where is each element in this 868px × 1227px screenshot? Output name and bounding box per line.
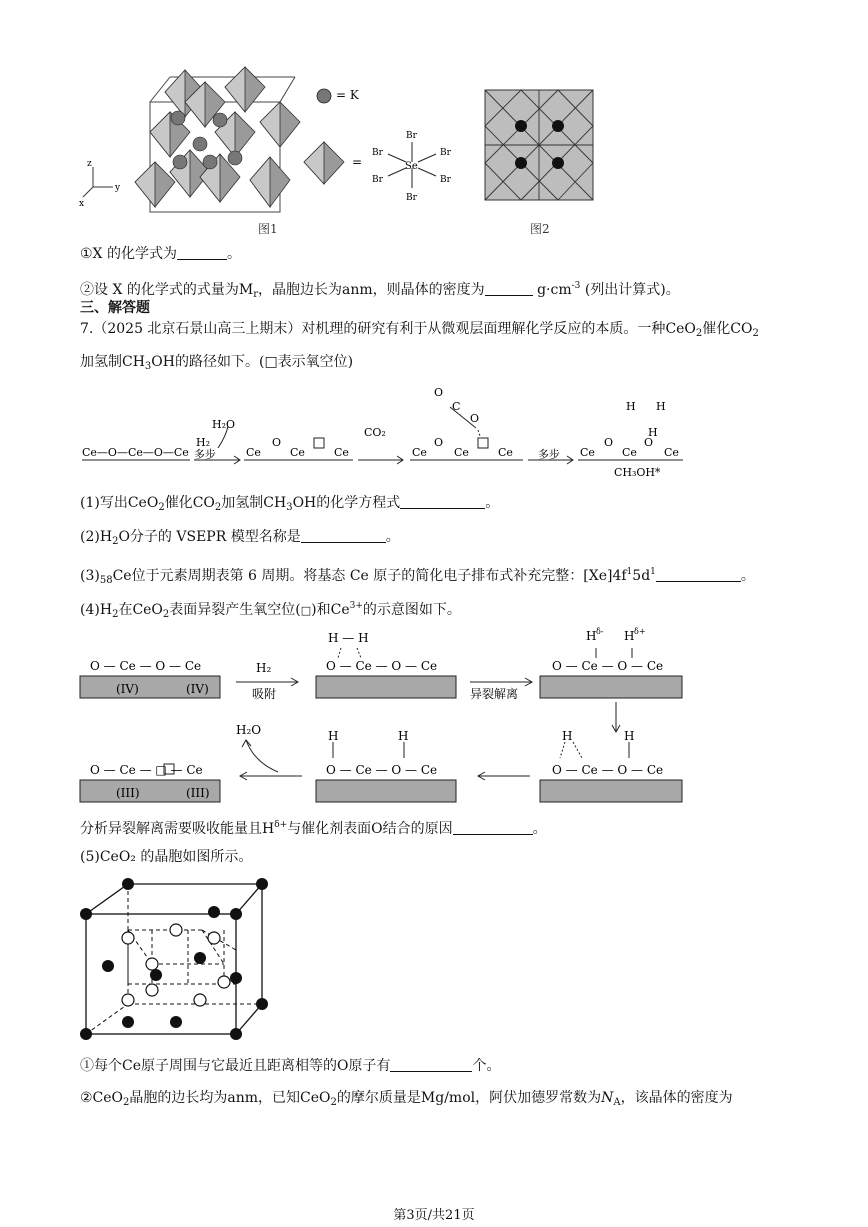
br-label-bottom: Br	[406, 193, 417, 203]
mech-chain-2: O — Ce — O — Ce	[326, 659, 438, 673]
scheme-o-4: O	[644, 436, 654, 449]
scheme-o-3: O	[604, 436, 614, 449]
q7-part-5: (5)CeO₂ 的晶胞如图所示。	[80, 849, 253, 865]
scheme-ce-4: Ce	[412, 446, 427, 459]
q7-part-2: $(2)H_2O$分子的 VSEPR 模型名称是 。	[80, 529, 400, 547]
scheme-h2o-released: H₂O	[212, 418, 236, 431]
scheme-ce-6: Ce	[498, 446, 513, 459]
mech-h-6: H	[562, 729, 573, 743]
br-label-top: Br	[406, 131, 417, 141]
scheme-arrow1-multistep: 多步	[194, 448, 216, 461]
heterolytic-cleavage-mechanism	[76, 622, 692, 808]
scheme-arrow3-multistep: 多步	[538, 448, 560, 461]
axis-x-label: x	[79, 199, 85, 209]
section-3-heading: 三、解答题	[80, 300, 150, 316]
scheme-h-2: H	[656, 400, 666, 413]
axis-z-label: z	[87, 159, 92, 169]
mech-h-4: H	[328, 729, 339, 743]
scheme-ce-5: Ce	[454, 446, 469, 459]
q7-part-3: $(3)_{58}Ce$位于元素周期表第 6 周期。将基态 Ce 原子的简化电子排布式补充完整：$[Xe]4f^15d^1$ 。	[80, 567, 755, 586]
scheme-ce-7: Ce	[580, 446, 595, 459]
scheme-ce-9: Ce	[664, 446, 679, 459]
br-label-ul: Br	[372, 148, 383, 158]
scheme-ce-8: Ce	[622, 446, 637, 459]
q7-part-4: $(4)H_2$在CeO$_2$表面异裂产生氧空位(□)和$Ce^{3+}$的示意图如下。	[80, 601, 461, 620]
sebr6-structure	[366, 128, 462, 204]
ceo2-unit-cell	[78, 874, 278, 1044]
q7-intro-line-1: 7.（2025 北京石景山高三上期末）对机理的研究有利于从微观层面理解化学反应的本质。一种CeO$_2$催化$CO_2$	[80, 321, 759, 339]
mech-h-delta-plus: H	[624, 629, 635, 643]
mech-chain-4: O — Ce — O — Ce	[326, 763, 438, 777]
octahedron-legend	[300, 140, 348, 186]
mech-h2o-product: H₂O	[236, 723, 262, 737]
k-legend-sphere	[314, 86, 334, 106]
figure-1-perovskite	[75, 62, 305, 222]
scheme-o-2: O	[434, 436, 444, 449]
q6-item-2: ②设 X 的化学式的式量为$M_r$，晶胞边长为anm，则晶体的密度为 $g\cdot cm^{-3}$ (列出计算式)。	[80, 281, 680, 300]
scheme-co2-o-top: O	[434, 386, 444, 399]
axis-y-label: y	[115, 183, 121, 193]
figure-2-caption: 图2	[530, 222, 550, 236]
scheme-ce-3: Ce	[334, 446, 349, 459]
br-label-ll: Br	[372, 175, 383, 185]
q7-intro-line-2: 加氢制$CH_3OH$的路径如下。(□表示氧空位)	[80, 354, 354, 372]
q7-part-5-2: ②CeO$_2$晶胞的边长均为anm，已知CeO$_2$的摩尔质量是Mg/mol，阿伏加德罗常数为$N_A$，该晶体的密度为	[80, 1090, 733, 1108]
scheme-h-1: H	[626, 400, 636, 413]
br-label-lr: Br	[440, 175, 451, 185]
br-label-ur: Br	[440, 148, 451, 158]
mech-delta-minus: δ-	[596, 627, 604, 636]
mech-h-delta-minus: H	[586, 629, 597, 643]
mech-h-7: H	[624, 729, 635, 743]
page-footer: 第3页/共21页	[393, 1208, 475, 1223]
scheme-h-3: H	[648, 426, 658, 439]
mech-iii-1: (III)	[116, 786, 140, 800]
scheme-ceo2-surface-1: Ce—O—Ce—O—Ce	[82, 446, 189, 459]
scheme-co2-reagent: CO₂	[364, 426, 386, 439]
mech-h-5: H	[398, 729, 409, 743]
scheme-o-1: O	[272, 436, 282, 449]
q7-part-4-question: 分析异裂解离需要吸收能量且$H^{\delta+}$与催化剂表面O结合的原因 。	[80, 820, 547, 837]
scheme-co2-o-bound: O	[470, 412, 480, 425]
scheme-ce-2: Ce	[290, 446, 305, 459]
mech-adsorb-label: 吸附	[252, 687, 277, 701]
mech-h2-reagent: H₂	[256, 661, 272, 675]
scheme-co2-c: C	[452, 400, 461, 413]
k-legend-label: = K	[336, 88, 359, 102]
mech-iv-2: (IV)	[186, 682, 209, 696]
mech-chain-3: O — Ce — O — Ce	[552, 659, 664, 673]
mech-hh-adsorbed: H — H	[328, 631, 369, 645]
mech-chain-1: O — Ce — O — Ce	[90, 659, 202, 673]
mech-iii-2: (III)	[186, 786, 210, 800]
mech-chain-5: O — Ce — O — Ce	[552, 763, 664, 777]
se-atom-label: Se	[405, 161, 418, 172]
figure-1-caption: 图1	[258, 222, 278, 236]
octahedron-equals: =	[352, 155, 363, 169]
mech-split-label: 异裂解离	[470, 687, 519, 701]
q7-part-1: (1)写出CeO$_2$催化$CO_2$加氢制$CH_3OH$的化学方程式 。	[80, 495, 500, 513]
q6-item-1: ①X 的化学式为 。	[80, 246, 241, 262]
q7-part-5-1: ①每个Ce原子周围与它最近且距离相等的O原子有 个。	[80, 1058, 501, 1074]
mech-iv-1: (IV)	[116, 682, 139, 696]
co2-hydrogenation-scheme	[78, 380, 698, 480]
figure-2-projection	[483, 88, 595, 202]
mech-delta-plus: δ+	[634, 627, 646, 636]
scheme-product-ch3oh: CH₃OH*	[614, 466, 661, 479]
scheme-h2-reagent: H₂	[196, 436, 211, 449]
scheme-ce-1: Ce	[246, 446, 261, 459]
mech-chain-vacancy: O — Ce — □ — Ce	[90, 763, 203, 777]
